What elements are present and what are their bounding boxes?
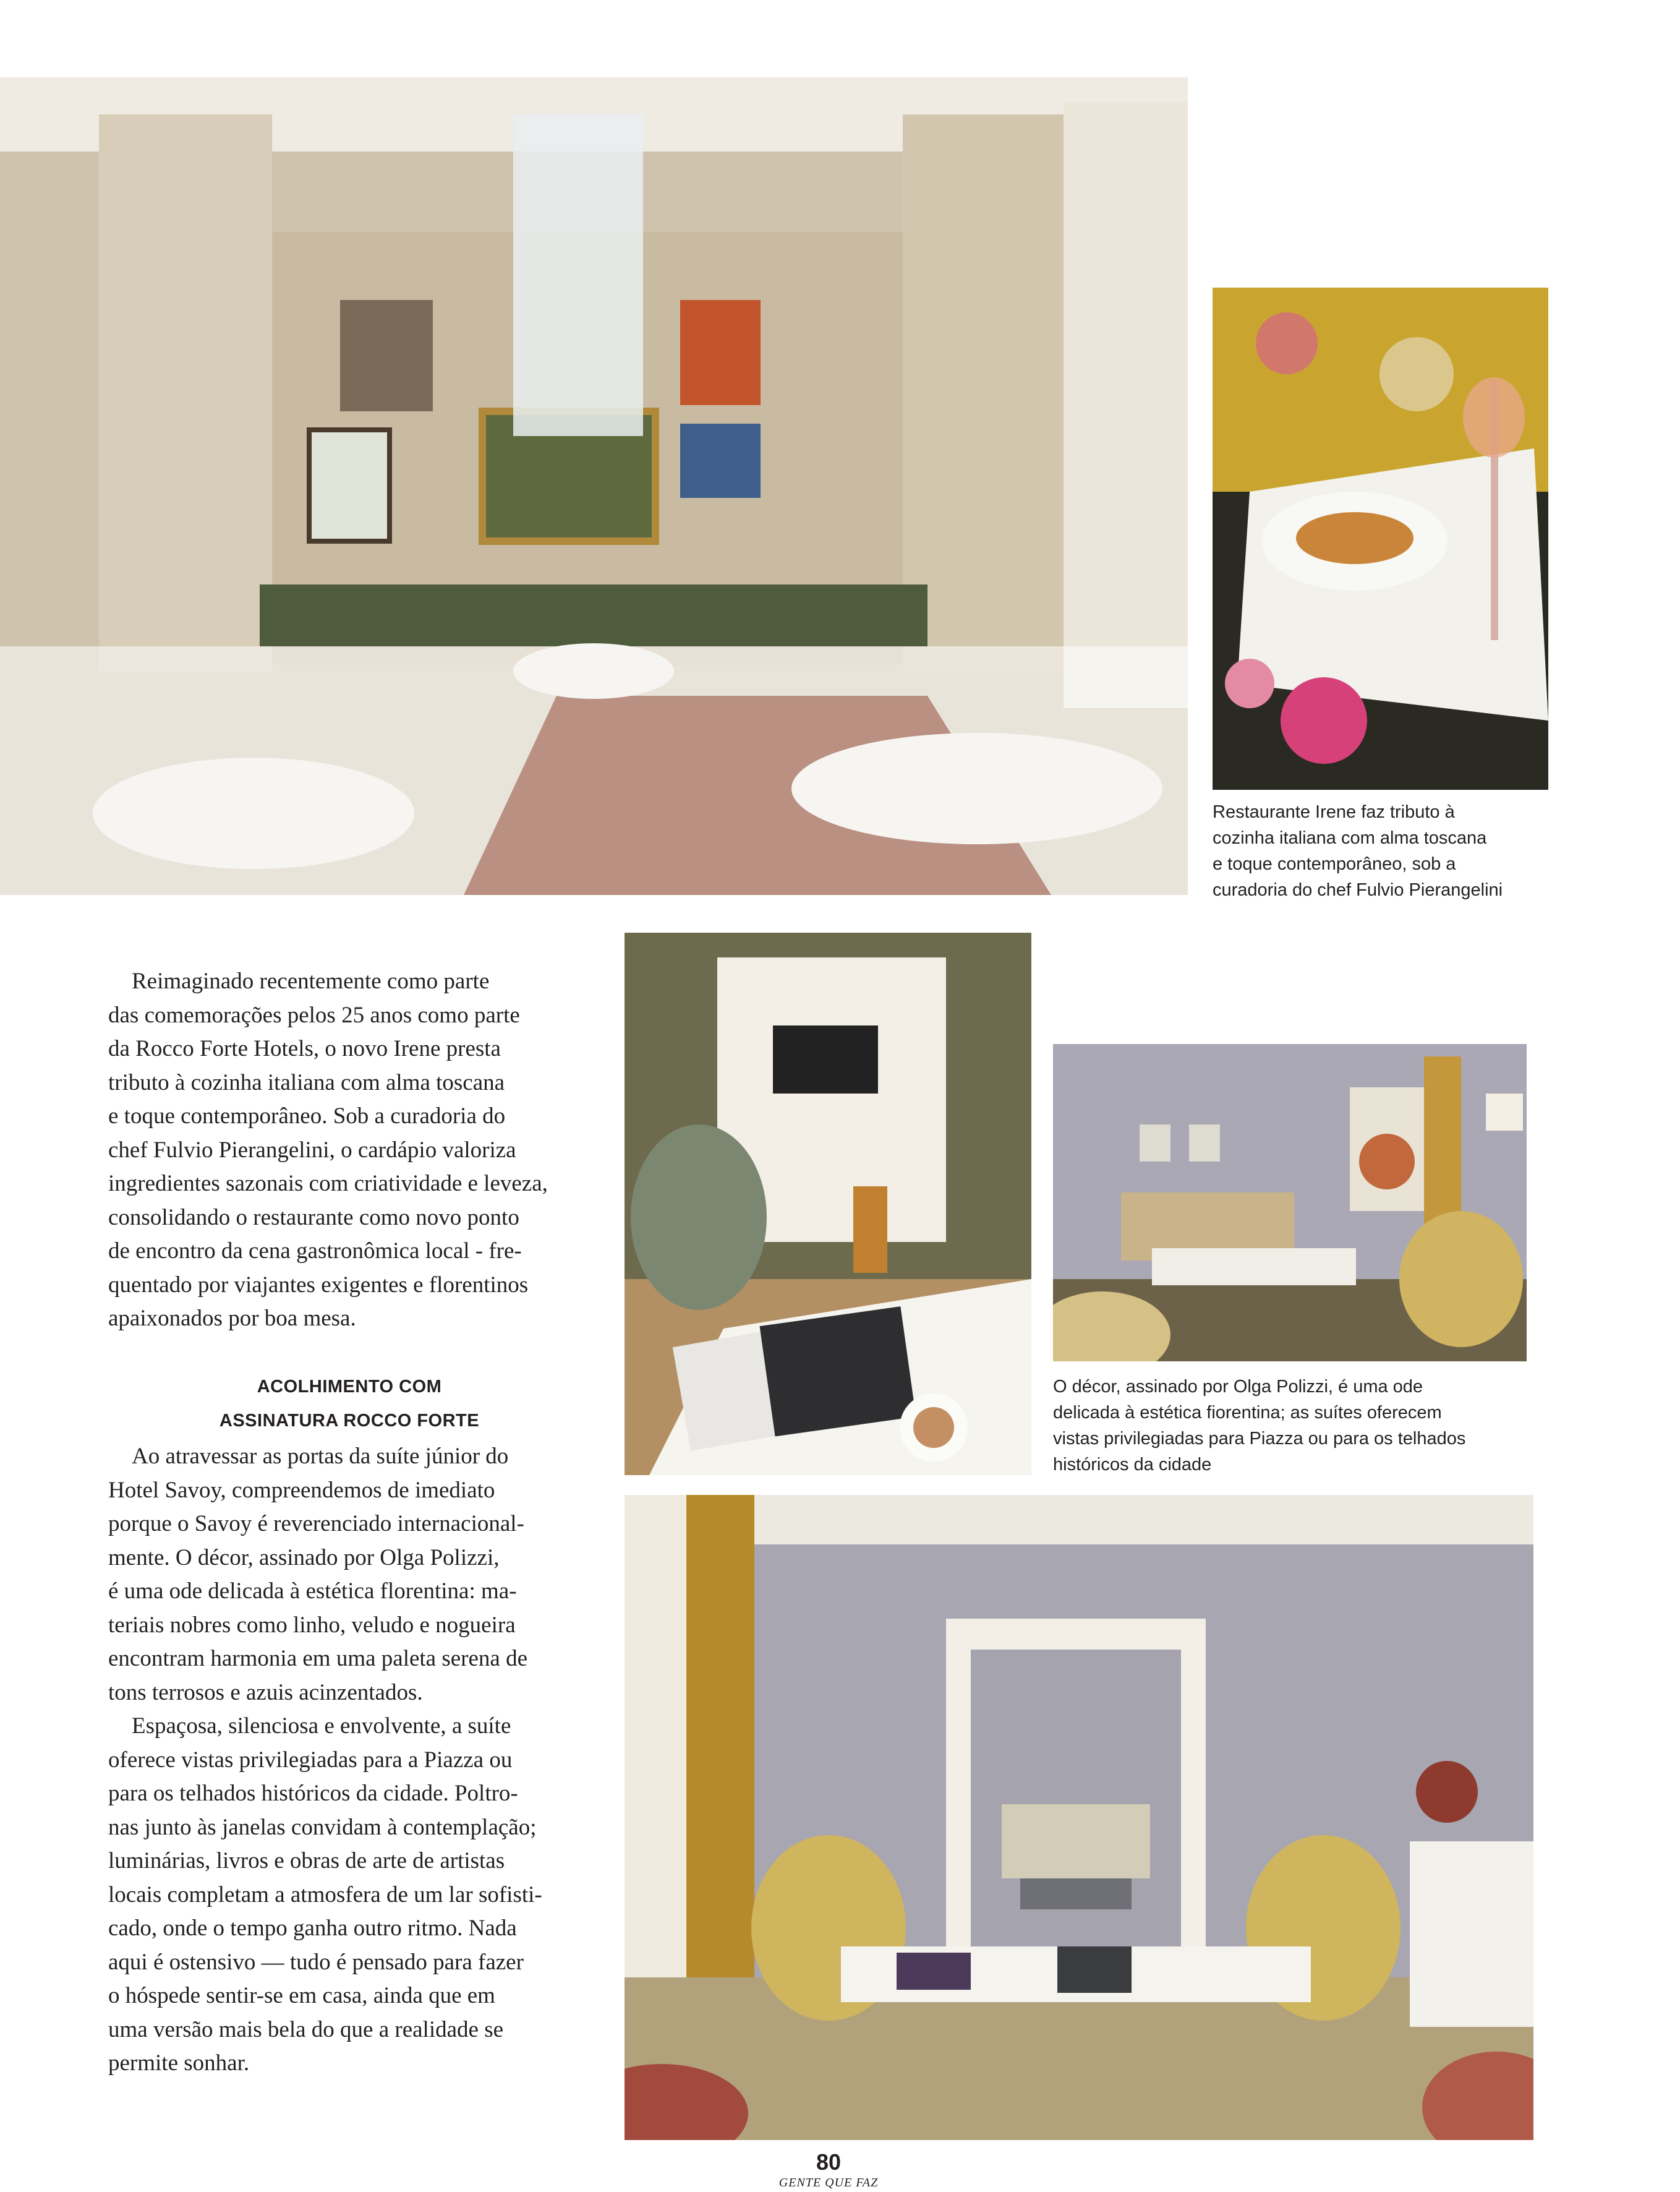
article-line: encontram harmonia em uma paleta serena de [108,1646,528,1671]
article-line: consolidando o restaurante como novo ponto [108,1204,519,1230]
restaurant-photo [0,77,1188,895]
section-heading-line: ACOLHIMENTO COM [257,1377,442,1397]
caption-line: Restaurante Irene faz tributo à [1213,802,1455,822]
article-line: quentado por viajantes exigentes e florentinos [108,1272,529,1298]
caption-line: vistas privilegiadas para Piazza ou para os telhados [1053,1429,1466,1449]
article-line: Hotel Savoy, compreendemos de imediato [108,1477,495,1503]
article-line: ingredientes sazonais com criatividade e leveza, [108,1171,548,1196]
article-line: oferece vistas privilegiadas para a Piazza ou [108,1747,513,1773]
article-line: uma versão mais bela do que a realidade se [108,2016,504,2042]
suite-tv-photo [625,933,1031,1475]
article-line: tons terrosos e azuis acinzentados. [108,1679,423,1705]
article-line: nas junto às janelas convidam à contemplação; [108,1814,537,1840]
suite-window-photo [1053,1044,1527,1361]
article-line: porque o Savoy é reverenciado internacional- [108,1511,524,1536]
section-heading-line: ASSINATURA ROCCO FORTE [219,1411,480,1431]
article-line: para os telhados históricos da cidade. Poltro- [108,1781,518,1806]
article-line: chef Fulvio Pierangelini, o cardápio valoriza [108,1137,516,1163]
suite-caption [1053,1374,1465,1478]
caption-line: cozinha italiana com alma toscana [1213,828,1487,848]
article-line: apaixonados por boa mesa. [108,1306,356,1331]
article-line: de encontro da cena gastronômica local - fre- [108,1238,522,1264]
article-line: Reimaginado recentemente como parte [132,969,490,994]
article-line: aqui é ostensivo — tudo é pensado para fazer [108,1949,524,1975]
article-line: Espaçosa, silenciosa e envolvente, a suíte [132,1713,511,1739]
article-intro [108,965,591,1336]
article-line: mente. O décor, assinado por Olga Polizzi, [108,1544,500,1570]
caption-line: curadoria do chef Fulvio Pierangelini [1213,880,1503,900]
article-line: tributo à cozinha italiana com alma toscana [108,1069,505,1095]
article-line: e toque contemporâneo. Sob a curadoria do [108,1103,506,1129]
caption-line: históricos da cidade [1053,1455,1212,1475]
page-number: 80 [816,2149,842,2175]
caption-line: delicada à estética fiorentina; as suítes oferecem [1053,1403,1442,1423]
suite-bedroom-photo [625,1495,1533,2140]
caption-line: O décor, assinado por Olga Polizzi, é uma ode [1053,1377,1423,1397]
dish-caption [1213,799,1503,903]
article-line: teriais nobres como linho, veludo e nogueira [108,1612,516,1638]
article-body [108,1440,591,2081]
article-line: das comemorações pelos 25 anos como parte [108,1002,520,1028]
article-line: Ao atravessar as portas da suíte júnior do [132,1444,509,1469]
dish-photo [1213,288,1548,790]
article-line: é uma ode delicada à estética florentina: ma- [108,1578,517,1604]
page-folio [711,2150,946,2191]
article-line: permite sonhar. [108,2050,250,2076]
article-line: o hóspede sentir-se em casa, ainda que em [108,1983,495,2008]
caption-line: e toque contemporâneo, sob a [1213,854,1456,874]
article-line: da Rocco Forte Hotels, o novo Irene presta [108,1036,501,1061]
article-line: locais completam a atmosfera de um lar sofisti- [108,1882,542,1907]
article-line: cado, onde o tempo ganha outro ritmo. Nada [108,1916,517,1941]
magazine-name: GENTE QUE FAZ [778,2176,879,2190]
article-line: luminárias, livros e obras de arte de artistas [108,1848,505,1873]
section-heading [108,1370,591,1438]
